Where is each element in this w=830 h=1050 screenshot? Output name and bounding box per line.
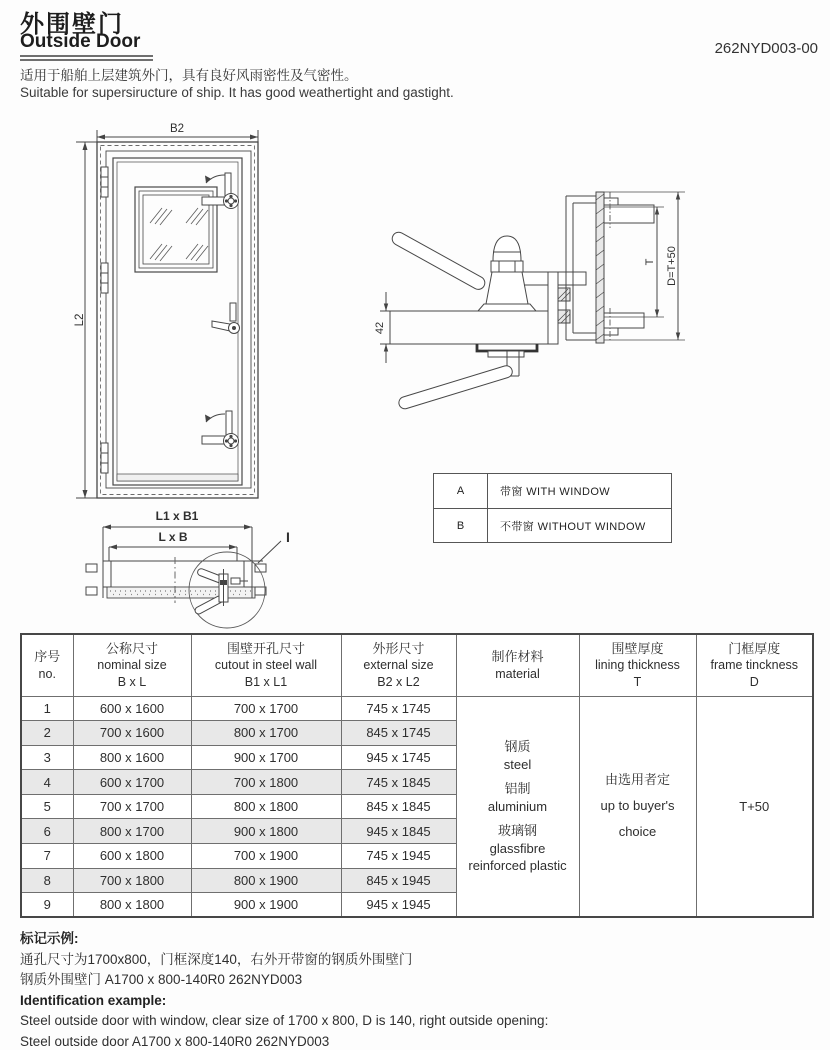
variant-row-b <box>434 508 671 542</box>
dim-l2-label: L2 <box>74 313 86 327</box>
col-header-material: 制作材料 material <box>456 634 579 696</box>
page-title-chinese: 外围壁门 <box>20 11 124 38</box>
variant-code: B <box>434 509 488 542</box>
cell-lining-merged: 由选用者定 up to buyer's choice <box>579 696 696 917</box>
window-glass-hatch <box>150 208 208 261</box>
cell-no: 1 <box>21 696 73 721</box>
cell-external: 845 x 1945 <box>341 868 456 893</box>
cell-cutout: 900 x 1800 <box>191 819 341 844</box>
size-table <box>20 633 814 918</box>
lever-top <box>390 230 487 292</box>
detail-leader <box>258 541 281 563</box>
table-row <box>21 696 813 721</box>
cell-nominal: 800 x 1800 <box>73 893 191 918</box>
cell-nominal: 600 x 1800 <box>73 844 191 869</box>
door-leaf-sill-band <box>117 474 238 481</box>
description-english: Suitable for supersiructure of ship. It has good weathertight and gastight. <box>20 85 454 100</box>
col-header-external: 外形尺寸 external size B2 x L2 <box>341 634 456 696</box>
handle-middle <box>212 303 240 334</box>
dim-42-label: 42 <box>374 321 386 335</box>
cell-external: 745 x 1745 <box>341 696 456 721</box>
cell-nominal: 700 x 1700 <box>73 794 191 819</box>
footer-en-line2: Steel outside door A1700 x 800-140R0 262NYD003 <box>20 1033 330 1049</box>
dim-lxb <box>109 530 237 561</box>
cell-nominal: 600 x 1700 <box>73 770 191 795</box>
col-header-no: 序号 no. <box>21 634 73 696</box>
section-sill <box>107 587 255 598</box>
cell-external: 845 x 1745 <box>341 721 456 746</box>
cell-cutout: 800 x 1900 <box>191 868 341 893</box>
col-header-frame: 门框厚度 frame tinckness D <box>696 634 813 696</box>
footer-cn-heading: 标记示例: <box>20 931 79 946</box>
cell-no: 5 <box>21 794 73 819</box>
cell-cutout: 900 x 1700 <box>191 745 341 770</box>
variant-label: 带窗 WITH WINDOW <box>500 486 611 498</box>
dim-b2-label: B2 <box>169 123 185 135</box>
cell-no: 8 <box>21 868 73 893</box>
cell-cutout: 700 x 1800 <box>191 770 341 795</box>
dim-42 <box>374 292 390 363</box>
cell-material-merged: 钢质 steel 铝制 aluminium 玻璃钢 glassfibre reinforced plastic <box>456 696 579 917</box>
title-double-rule <box>20 55 153 61</box>
identification-example <box>20 929 548 1050</box>
footer-en-line1: Steel outside door with window, clear size of 1700 x 800, D is 140, right outside opening: <box>20 1013 549 1028</box>
dim-b2 <box>97 123 258 142</box>
dim-l1b1-label: L1 x B1 <box>155 509 199 523</box>
cross-section-view <box>374 192 685 410</box>
size-table-header-row <box>21 634 813 696</box>
cell-frame-merged: T+50 <box>696 696 813 917</box>
cell-nominal: 700 x 1800 <box>73 868 191 893</box>
description-chinese: 适用于船舶上层建筑外门，具有良好风雨密性及气密性。 <box>20 68 358 83</box>
bottom-section-view <box>86 509 290 628</box>
cell-external: 845 x 1845 <box>341 794 456 819</box>
cell-nominal: 600 x 1600 <box>73 696 191 721</box>
cell-nominal: 800 x 1600 <box>73 745 191 770</box>
footer-cn-line1: 通孔尺寸为1700x800，门框深度140，右外开带窗的钢质外围壁门 <box>20 951 413 967</box>
col-header-cutout: 围壁开孔尺寸 cutout in steel wall B1 x L1 <box>191 634 341 696</box>
dog-handle-bottom <box>202 411 239 449</box>
technical-drawings <box>0 120 830 633</box>
cell-external: 745 x 1845 <box>341 770 456 795</box>
dim-d-label: D=T+50 <box>666 246 678 286</box>
cell-cutout: 900 x 1900 <box>191 893 341 918</box>
retainer-bracket <box>477 344 537 351</box>
footer-en-heading: Identification example: <box>20 992 167 1008</box>
cell-no: 4 <box>21 770 73 795</box>
cell-cutout: 700 x 1700 <box>191 696 341 721</box>
cell-no: 9 <box>21 893 73 918</box>
cell-no: 3 <box>21 745 73 770</box>
footer-cn-line2: 钢质外围壁门 A1700 x 800-140R0 262NYD003 <box>20 972 303 987</box>
frame-profile <box>566 192 654 340</box>
dim-t-label: T <box>644 258 656 266</box>
bulkhead <box>596 192 604 343</box>
cell-nominal: 800 x 1700 <box>73 819 191 844</box>
door-front-view <box>74 123 258 498</box>
document-number: 262NYD003-00 <box>714 40 818 57</box>
cell-external: 945 x 1745 <box>341 745 456 770</box>
variant-label: 不带窗 WITHOUT WINDOW <box>500 520 646 533</box>
variant-row-a <box>434 474 671 508</box>
drawings-canvas <box>0 120 830 633</box>
cell-cutout: 800 x 1800 <box>191 794 341 819</box>
door-hinges <box>101 167 108 473</box>
col-header-lining: 围壁厚度 lining thickness T <box>579 634 696 696</box>
cell-nominal: 700 x 1600 <box>73 721 191 746</box>
lever-bottom <box>397 364 513 410</box>
page-title-english: Outside Door <box>20 31 141 52</box>
cell-no: 7 <box>21 844 73 869</box>
dim-l2 <box>74 142 97 498</box>
dim-lxb-label: L x B <box>158 530 188 544</box>
cell-external: 945 x 1945 <box>341 893 456 918</box>
cell-external: 745 x 1945 <box>341 844 456 869</box>
cell-cutout: 700 x 1900 <box>191 844 341 869</box>
variant-table <box>433 473 672 543</box>
cell-cutout: 800 x 1700 <box>191 721 341 746</box>
variant-code: A <box>434 474 488 508</box>
cell-external: 945 x 1845 <box>341 819 456 844</box>
col-header-nominal: 公称尺寸 nominal size B x L <box>73 634 191 696</box>
cell-no: 2 <box>21 721 73 746</box>
detail-label: I <box>286 529 290 545</box>
cell-no: 6 <box>21 819 73 844</box>
